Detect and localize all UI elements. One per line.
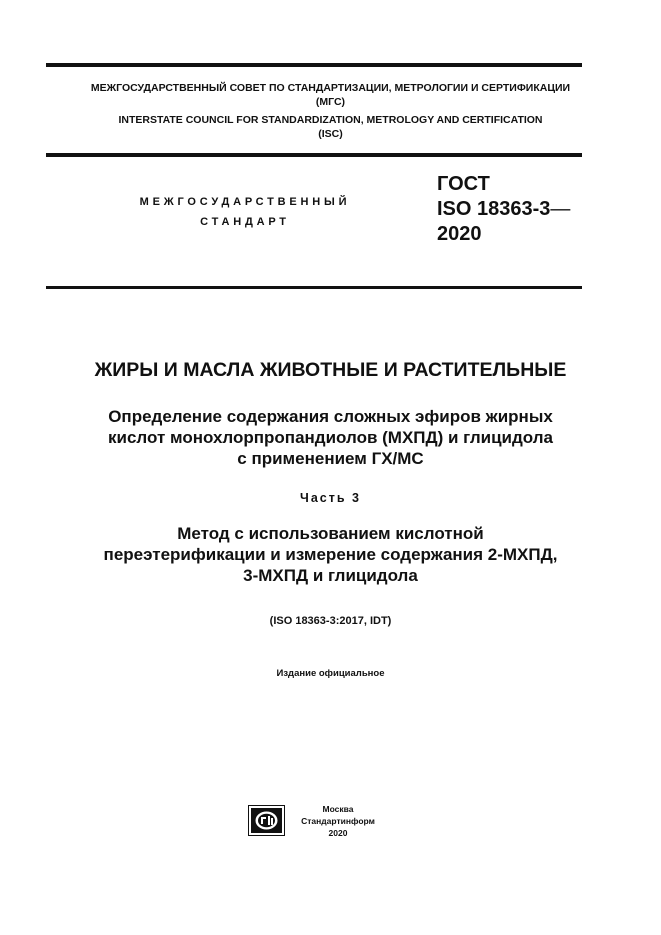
method-title: [30, 523, 631, 586]
iso-reference: (ISO 18363-3:2017, IDT): [269, 615, 392, 627]
standard-type: [100, 192, 390, 232]
middle-rule: [46, 153, 582, 157]
council-name-ru: [30, 81, 631, 109]
subtitle-line: кислот монохлорпропандиолов (МХПД) и глицидола: [108, 428, 553, 447]
lower-rule: [46, 286, 582, 289]
designation-dash: —: [550, 198, 571, 220]
method-line: переэтерификации и измерение содержания 2-МХПД,: [103, 545, 558, 564]
publisher-name: Стандартинформ: [301, 816, 375, 826]
standard-type-line1: МЕЖГОСУДАРСТВЕННЫЙ: [139, 196, 351, 208]
council-ru-text: МЕЖГОСУДАРСТВЕННЫЙ СОВЕТ ПО СТАНДАРТИЗАЦИИ, МЕТРОЛОГИИ И СЕРТИФИКАЦИИ: [90, 82, 571, 94]
part-label: Часть 3: [300, 491, 361, 505]
council-ru-abbr: (МГС): [315, 96, 346, 108]
standard-designation: [437, 172, 570, 247]
designation-number-line: [437, 197, 570, 222]
publisher-year: 2020: [328, 828, 348, 838]
method-line: 3-МХПД и глицидола: [243, 566, 418, 585]
subtitle-line: с применением ГХ/МС: [237, 449, 424, 468]
subtitle-line: Определение содержания сложных эфиров жирных: [108, 407, 553, 426]
standartinform-logo-icon: [248, 805, 285, 836]
document-title: ЖИРЫ И МАСЛА ЖИВОТНЫЕ И РАСТИТЕЛЬНЫЕ: [94, 359, 567, 381]
document-subtitle: [30, 406, 631, 469]
method-line: Метод с использованием кислотной: [177, 524, 484, 543]
designation-number: ISO 18363-3: [437, 198, 551, 220]
council-name-en: [30, 113, 631, 141]
standard-type-line2: СТАНДАРТ: [200, 216, 290, 228]
designation-year: 2020: [437, 223, 482, 245]
edition-label: Издание официальное: [276, 668, 385, 679]
council-en-text: INTERSTATE COUNCIL FOR STANDARDIZATION, METROLOGY AND CERTIFICATION: [118, 114, 543, 126]
top-rule: [46, 63, 582, 67]
council-en-abbr: (ISC): [318, 128, 343, 140]
designation-gost: ГОСТ: [437, 173, 490, 195]
publisher-info: [292, 803, 384, 839]
publisher-city: Москва: [322, 804, 354, 814]
